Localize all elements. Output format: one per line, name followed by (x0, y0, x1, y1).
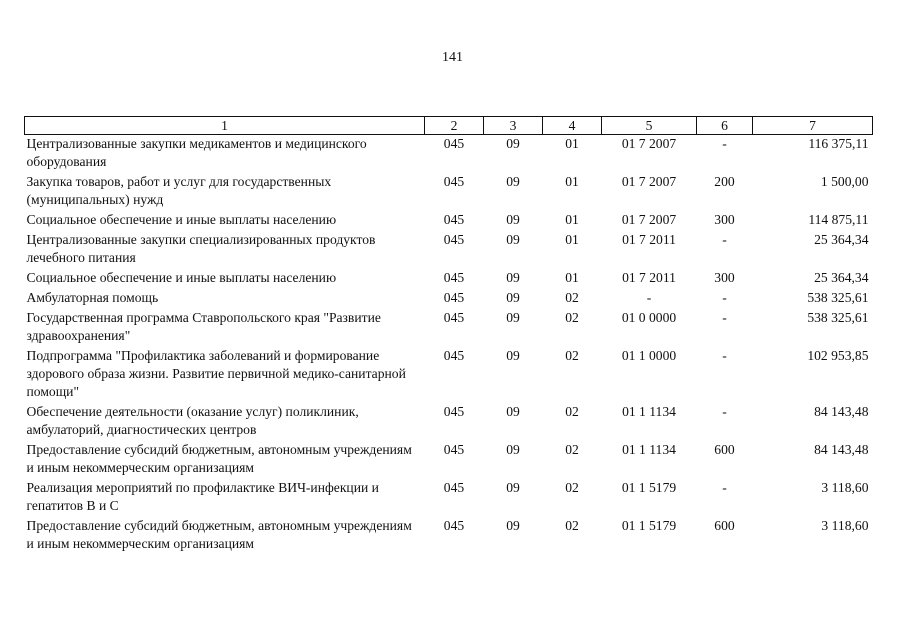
row-name: Обеспечение деятельности (оказание услуг) поликлиник, амбулаторий, диагностических центров (26, 404, 359, 437)
row-section-code: 09 (506, 480, 520, 495)
column-header-7: 7 (753, 117, 873, 135)
budget-table (24, 116, 873, 555)
row-expense-type: - (722, 136, 727, 151)
row-amount: 25 364,34 (814, 232, 869, 247)
row-subsection-code: 01 (565, 232, 579, 247)
row-amount: 1 500,00 (820, 174, 869, 189)
row-expense-type: - (722, 232, 727, 247)
row-expense-type: 300 (714, 270, 735, 285)
row-name: Амбулаторная помощь (26, 290, 159, 305)
row-name: Централизованные закупки медикаментов и медицинского оборудования (26, 136, 367, 169)
row-amount: 102 953,85 (807, 348, 869, 363)
table-header-row (25, 117, 873, 135)
row-ministry-code: 045 (443, 174, 465, 189)
row-ministry-code: 045 (443, 348, 465, 363)
row-ministry-code: 045 (443, 518, 465, 533)
column-header-6: 6 (697, 117, 753, 135)
row-section-code: 09 (506, 442, 520, 457)
row-section-code: 09 (506, 270, 520, 285)
row-name: Социальное обеспечение и иные выплаты населению (26, 212, 337, 227)
row-target-code: 01 1 5179 (621, 480, 677, 495)
row-subsection-code: 01 (565, 174, 579, 189)
column-header-4: 4 (543, 117, 602, 135)
row-name: Централизованные закупки специализированных продуктов лечебного питания (26, 232, 376, 265)
table-row (25, 479, 873, 517)
row-subsection-code: 02 (565, 310, 579, 325)
row-target-code: 01 7 2007 (621, 136, 677, 151)
row-expense-type: - (722, 348, 727, 363)
row-ministry-code: 045 (443, 404, 465, 419)
row-section-code: 09 (506, 212, 520, 227)
row-target-code: 01 1 1134 (622, 442, 676, 457)
row-name: Подпрограмма "Профилактика заболеваний и формирование здорового образа жизни. Развитие первичной медико-санитарной помощи" (26, 348, 406, 399)
table-row (25, 173, 873, 211)
row-subsection-code: 01 (565, 270, 579, 285)
row-ministry-code: 045 (443, 310, 465, 325)
row-subsection-code: 02 (565, 404, 579, 419)
table-row (25, 269, 873, 289)
row-name: Предоставление субсидий бюджетным, автономным учреждениям и иным некоммерческим организациям (26, 518, 412, 551)
column-header-1: 1 (25, 117, 425, 135)
row-target-code: 01 0 0000 (621, 310, 677, 325)
row-section-code: 09 (506, 136, 520, 151)
row-subsection-code: 02 (565, 348, 579, 363)
row-amount: 3 118,60 (821, 518, 869, 533)
row-subsection-code: 01 (565, 212, 579, 227)
table-row (25, 441, 873, 479)
row-target-code: 01 1 1134 (622, 404, 676, 419)
row-expense-type: 200 (714, 174, 735, 189)
row-expense-type: - (722, 290, 727, 305)
row-amount: 3 118,60 (821, 480, 869, 495)
row-expense-type: - (722, 310, 727, 325)
row-name: Государственная программа Ставропольского края "Развитие здравоохранения" (26, 310, 381, 343)
row-subsection-code: 01 (565, 136, 579, 151)
row-amount: 116 375,11 (808, 136, 869, 151)
row-target-code: - (646, 290, 652, 305)
row-subsection-code: 02 (565, 518, 579, 533)
row-ministry-code: 045 (443, 480, 465, 495)
row-subsection-code: 02 (565, 442, 579, 457)
row-ministry-code: 045 (443, 270, 465, 285)
row-section-code: 09 (506, 290, 520, 305)
row-ministry-code: 045 (443, 136, 465, 151)
page-number: 141 (442, 50, 463, 65)
row-ministry-code: 045 (443, 442, 465, 457)
row-section-code: 09 (506, 310, 520, 325)
row-expense-type: 600 (714, 518, 735, 533)
row-name: Реализация мероприятий по профилактике ВИЧ-инфекции и гепатитов В и С (26, 480, 379, 513)
row-expense-type: 600 (714, 442, 735, 457)
row-amount: 25 364,34 (814, 270, 869, 285)
column-header-2: 2 (425, 117, 484, 135)
row-target-code: 01 7 2007 (621, 212, 677, 227)
table-row (25, 289, 873, 309)
table-row (25, 309, 873, 347)
row-amount: 538 325,61 (807, 310, 869, 325)
table-row (25, 517, 873, 555)
row-subsection-code: 02 (565, 480, 579, 495)
row-amount: 538 325,61 (807, 290, 869, 305)
row-ministry-code: 045 (443, 290, 465, 305)
row-name: Предоставление субсидий бюджетным, автономным учреждениям и иным некоммерческим организациям (26, 442, 412, 475)
column-header-3: 3 (484, 117, 543, 135)
row-subsection-code: 02 (565, 290, 579, 305)
row-target-code: 01 7 2011 (622, 270, 676, 285)
row-ministry-code: 045 (443, 212, 465, 227)
row-name: Закупка товаров, работ и услуг для государственных (муниципальных) нужд (26, 174, 332, 207)
row-section-code: 09 (506, 404, 520, 419)
column-header-5: 5 (602, 117, 697, 135)
table-row (25, 135, 873, 174)
row-section-code: 09 (506, 518, 520, 533)
row-target-code: 01 7 2011 (622, 232, 676, 247)
row-ministry-code: 045 (443, 232, 465, 247)
row-section-code: 09 (506, 232, 520, 247)
table-row (25, 211, 873, 231)
row-amount: 84 143,48 (814, 442, 869, 457)
row-expense-type: 300 (714, 212, 735, 227)
row-expense-type: - (722, 404, 727, 419)
row-target-code: 01 1 0000 (621, 348, 677, 363)
row-target-code: 01 1 5179 (621, 518, 677, 533)
row-expense-type: - (722, 480, 727, 495)
row-amount: 84 143,48 (814, 404, 869, 419)
row-name: Социальное обеспечение и иные выплаты населению (26, 270, 337, 285)
table-row (25, 403, 873, 441)
row-target-code: 01 7 2007 (621, 174, 677, 189)
table-row (25, 347, 873, 403)
table-row (25, 231, 873, 269)
row-amount: 114 875,11 (808, 212, 869, 227)
row-section-code: 09 (506, 174, 520, 189)
row-section-code: 09 (506, 348, 520, 363)
